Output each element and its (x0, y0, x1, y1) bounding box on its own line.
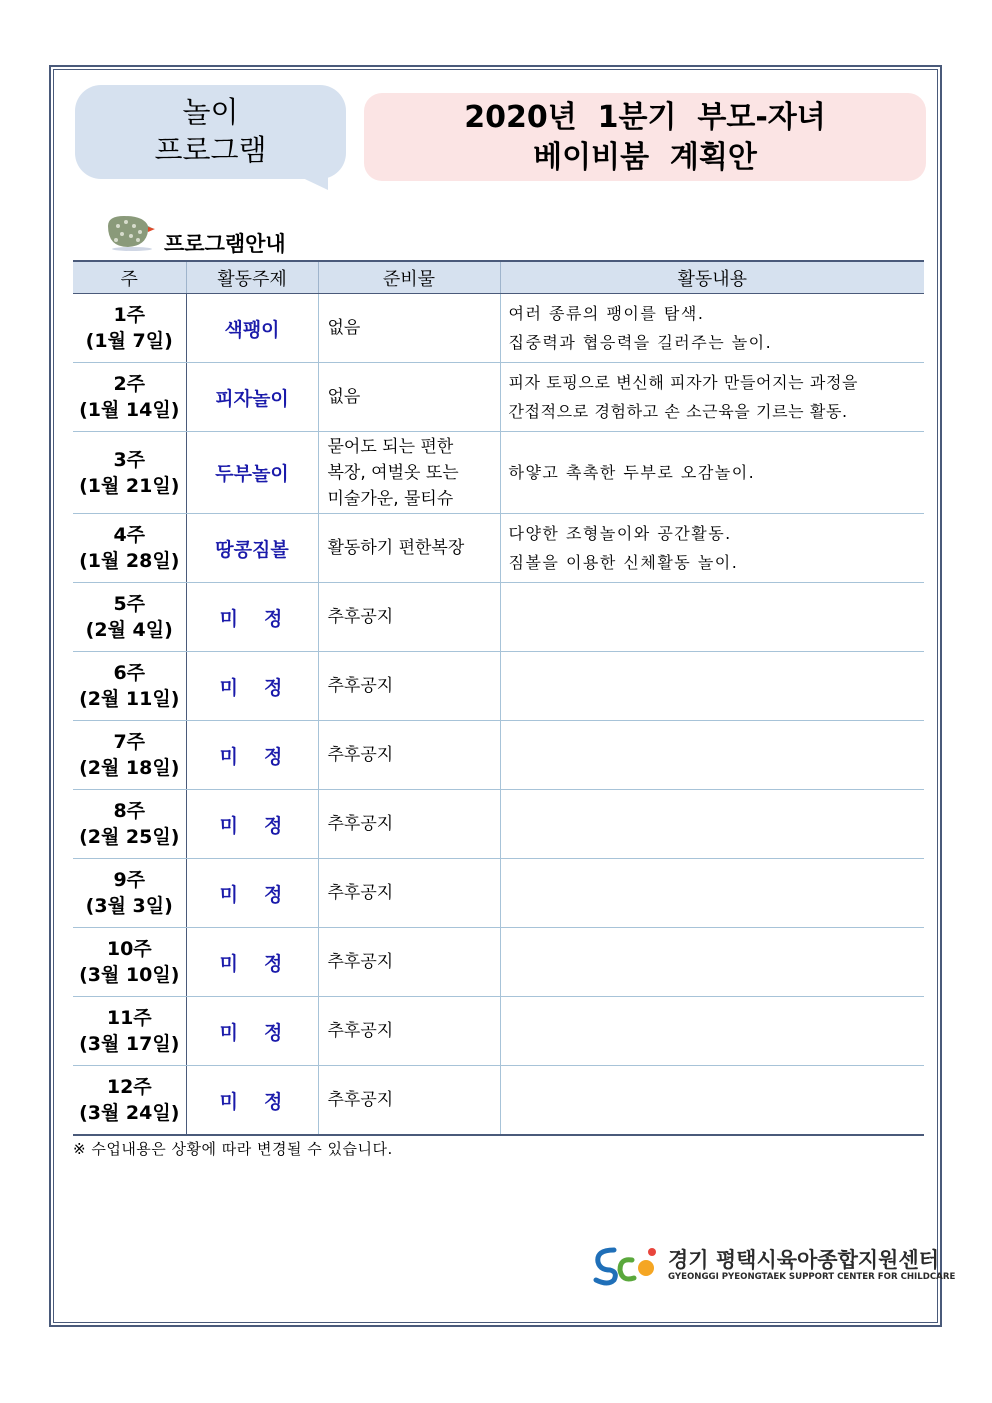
table-row (73, 1066, 924, 1136)
theme-cell: 피자놀이 (186, 363, 318, 432)
header-content: 활동내용 (500, 261, 924, 294)
theme-cell: 미정 (186, 652, 318, 721)
week-cell: 10주 (3월 10일) (73, 928, 186, 997)
program-bubble (75, 85, 346, 179)
theme-cell: 두부놀이 (186, 432, 318, 514)
theme-cell: 미정 (186, 583, 318, 652)
content-cell (500, 859, 924, 928)
theme-cell: 색팽이 (186, 294, 318, 363)
prep-cell: 활동하기 편한복장 (318, 514, 500, 583)
header-theme: 활동주제 (186, 261, 318, 294)
table-row (73, 721, 924, 790)
table-row (73, 363, 924, 432)
table-row (73, 928, 924, 997)
table-row (73, 294, 924, 363)
content-cell: 여러 종류의 팽이를 탐색. 집중력과 협응력을 길러주는 놀이. (500, 294, 924, 363)
bubble-tail (290, 172, 328, 190)
prep-cell: 추후공지 (318, 790, 500, 859)
week-cell: 8주 (2월 25일) (73, 790, 186, 859)
content-cell (500, 652, 924, 721)
content-cell (500, 997, 924, 1066)
content-cell (500, 1066, 924, 1136)
week-cell: 11주 (3월 17일) (73, 997, 186, 1066)
program-table (73, 260, 924, 1136)
prep-cell: 묻어도 되는 편한 복장, 여벌옷 또는 미술가운, 물티슈 (318, 432, 500, 514)
content-cell: 피자 토핑으로 변신해 피자가 만들어지는 과정을 간접적으로 경험하고 손 소근육을 기르는 활동. (500, 363, 924, 432)
table-row (73, 432, 924, 514)
content-cell: 다양한 조형놀이와 공간활동. 짐볼을 이용한 신체활동 놀이. (500, 514, 924, 583)
table-row (73, 514, 924, 583)
week-cell: 1주 (1월 7일) (73, 294, 186, 363)
prep-cell: 추후공지 (318, 997, 500, 1066)
theme-cell: 미정 (186, 1066, 318, 1136)
bubble-line-2: 프로그램 (154, 133, 267, 167)
header-prep: 준비물 (318, 261, 500, 294)
prep-cell: 없음 (318, 363, 500, 432)
footnote: ※ 수업내용은 상황에 따라 변경될 수 있습니다. (73, 1140, 393, 1158)
week-cell: 6주 (2월 11일) (73, 652, 186, 721)
title-line-1: 2020년 1분기 부모-자녀 (464, 100, 826, 135)
page-title (364, 93, 926, 181)
chick-icon (104, 212, 156, 252)
theme-cell: 미정 (186, 997, 318, 1066)
prep-cell: 없음 (318, 294, 500, 363)
section-label: 프로그램안내 (164, 232, 286, 256)
prep-cell: 추후공지 (318, 583, 500, 652)
table-row (73, 652, 924, 721)
content-cell (500, 721, 924, 790)
theme-cell: 미정 (186, 721, 318, 790)
table-row (73, 859, 924, 928)
theme-cell: 땅콩짐볼 (186, 514, 318, 583)
week-cell: 4주 (1월 28일) (73, 514, 186, 583)
table-row (73, 790, 924, 859)
content-cell (500, 928, 924, 997)
table-row (73, 583, 924, 652)
week-cell: 7주 (2월 18일) (73, 721, 186, 790)
logo-name-ko: 경기 평택시육아종합지원센터 (668, 1248, 940, 1272)
week-cell: 12주 (3월 24일) (73, 1066, 186, 1136)
prep-cell: 추후공지 (318, 928, 500, 997)
prep-cell: 추후공지 (318, 1066, 500, 1136)
prep-cell: 추후공지 (318, 721, 500, 790)
prep-cell: 추후공지 (318, 652, 500, 721)
theme-cell: 미정 (186, 859, 318, 928)
prep-cell: 추후공지 (318, 859, 500, 928)
theme-cell: 미정 (186, 928, 318, 997)
week-cell: 3주 (1월 21일) (73, 432, 186, 514)
week-cell: 2주 (1월 14일) (73, 363, 186, 432)
bubble-line-1: 놀이 (182, 95, 239, 129)
table-header-row (73, 261, 924, 294)
week-cell: 5주 (2월 4일) (73, 583, 186, 652)
week-cell: 9주 (3월 3일) (73, 859, 186, 928)
content-cell (500, 583, 924, 652)
center-logo-icon (592, 1244, 664, 1286)
table-row (73, 997, 924, 1066)
theme-cell: 미정 (186, 790, 318, 859)
title-line-2: 베이비붐 계획안 (533, 140, 757, 175)
content-cell (500, 790, 924, 859)
center-logo (592, 1244, 956, 1286)
logo-name-en: GYEONGGI PYEONGTAEK SUPPORT CENTER FOR CHILDCARE (668, 1272, 956, 1282)
header-week: 주 (73, 261, 186, 294)
content-cell: 하얗고 촉촉한 두부로 오감놀이. (500, 432, 924, 514)
